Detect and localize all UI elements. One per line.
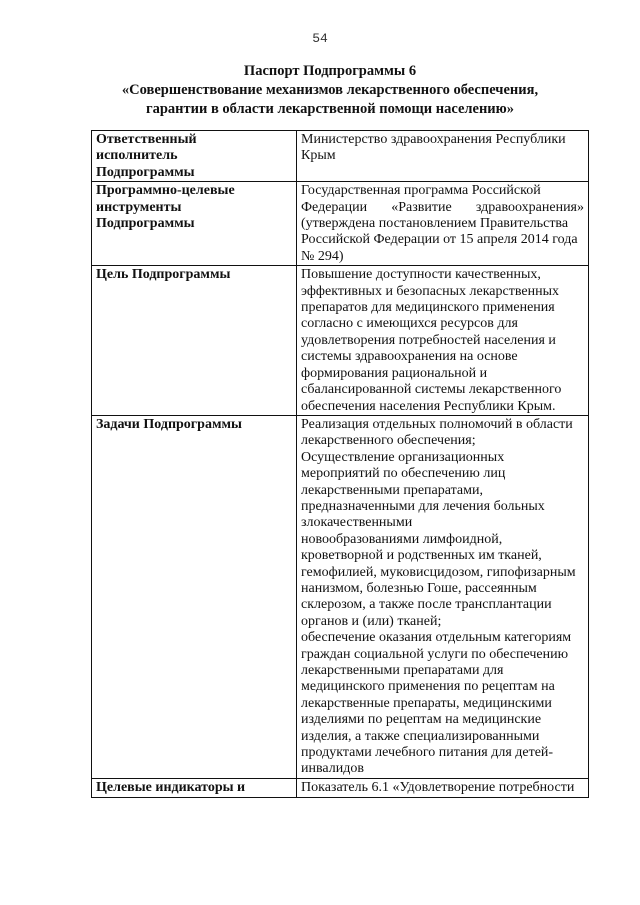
row-label-line: исполнитель (96, 148, 178, 164)
row-value-line: предназначенными для лечения больных (301, 498, 545, 514)
row-value-line: лекарственного обеспечения; (301, 433, 476, 449)
row-label-cell (92, 182, 297, 266)
row-value-line: лекарственными препаратами, (301, 482, 483, 498)
row-label-line: Задачи Подпрограммы (96, 416, 242, 432)
row-value-line: удовлетворения потребностей населения и (301, 332, 556, 348)
row-value-line: гемофилией, муковисцидозом, гипофизарным (301, 564, 576, 580)
row-value-line: лекарственными препаратами для (301, 663, 504, 678)
title-line: гарантии в области лекарственной помощи населению» (145, 101, 514, 117)
row-value-line: новообразованиями лимфоидной, (301, 531, 503, 547)
document-title (60, 62, 600, 119)
row-value-line: продуктами лечебного питания для детей- (301, 745, 554, 761)
row-value-line: обеспечение оказания отдельным категориям (301, 630, 572, 646)
title-line: «Совершенствование механизмов лекарственного обеспечения, (121, 82, 539, 98)
row-value-line: Крым (301, 148, 336, 164)
row-value-line: медицинского применения по рецептам на (301, 679, 555, 695)
row-value-line: злокачественными (301, 515, 413, 531)
row-value-line: обеспечения населения Республики Крым. (301, 398, 556, 414)
row-value-line: изделия, а также специализированными (301, 728, 540, 744)
row-value-cell (297, 778, 589, 797)
row-value-line: (утверждена постановлением Правительства (301, 216, 569, 232)
row-value-line: Государственная программа Российской (301, 183, 541, 199)
row-value-line: Реализация отдельных полномочий в области (301, 416, 573, 432)
row-label-line: Программно-целевые (96, 183, 235, 199)
row-value-line: препаратов для медицинского применения (301, 300, 555, 316)
row-label-line: Ответственный (96, 132, 197, 147)
row-value-line: Министерство здравоохранения Республики (301, 132, 566, 147)
row-value-cell (297, 266, 589, 416)
row-value-line: Показатель 6.1 «Удовлетворение потребности (301, 779, 575, 795)
table-row (92, 182, 589, 266)
row-value-cell (297, 182, 589, 266)
table-row (92, 266, 589, 416)
row-label-cell (92, 266, 297, 416)
row-value-line: сбалансированной системы лекарственного (301, 382, 562, 398)
row-value-line: граждан социальной услуги по обеспечению (301, 646, 569, 662)
page-number: 54 (312, 31, 328, 46)
row-value-line: № 294) (301, 248, 344, 264)
row-label-cell (92, 778, 297, 797)
row-value-line: согласно с имеющихся ресурсов для (301, 316, 518, 332)
row-value-line: Повышение доступности качественных, (301, 267, 541, 283)
table-row (92, 415, 589, 778)
row-value-line: Российской Федерации от 15 апреля 2014 года (301, 232, 578, 248)
row-value-line: Федерации «Развитие здравоохранения» (301, 199, 584, 215)
row-label-line: инструменты (96, 199, 182, 215)
row-label-line: Подпрограммы (96, 216, 195, 232)
row-label-line: Целевые индикаторы и (96, 779, 246, 795)
row-value-line: мероприятий по обеспечению лиц (301, 466, 506, 482)
table-row (92, 778, 589, 797)
row-value-line: системы здравоохранения на основе (301, 349, 518, 365)
row-value-cell (297, 131, 589, 182)
row-value-line: склерозом, а также после трансплантации (301, 597, 552, 613)
row-label-cell (92, 415, 297, 778)
row-value-line: изделиями по рецептам на медицинские (301, 712, 542, 728)
title-line: Паспорт Подпрограммы 6 (243, 63, 417, 79)
row-value-line: нанизмом, болезнью Гоше, рассеянным (301, 580, 537, 596)
row-value-line: Осуществление организационных (301, 449, 505, 465)
row-value-line: кроветворной и родственных им тканей, (301, 548, 542, 564)
row-label-cell (92, 131, 297, 182)
row-value-line: инвалидов (301, 761, 364, 777)
row-value-line: органов и (или) тканей; (301, 613, 442, 629)
table-row (92, 131, 589, 182)
row-value-cell (297, 415, 589, 778)
row-value-line: формирования рациональной и (301, 365, 488, 381)
row-value-line: лекарственные препараты, медицинскими (301, 695, 552, 711)
row-label-line: Подпрограммы (96, 164, 195, 180)
row-value-line: эффективных и безопасных лекарственных (301, 283, 559, 299)
passport-table (91, 130, 589, 798)
row-label-line: Цель Подпрограммы (96, 267, 231, 283)
